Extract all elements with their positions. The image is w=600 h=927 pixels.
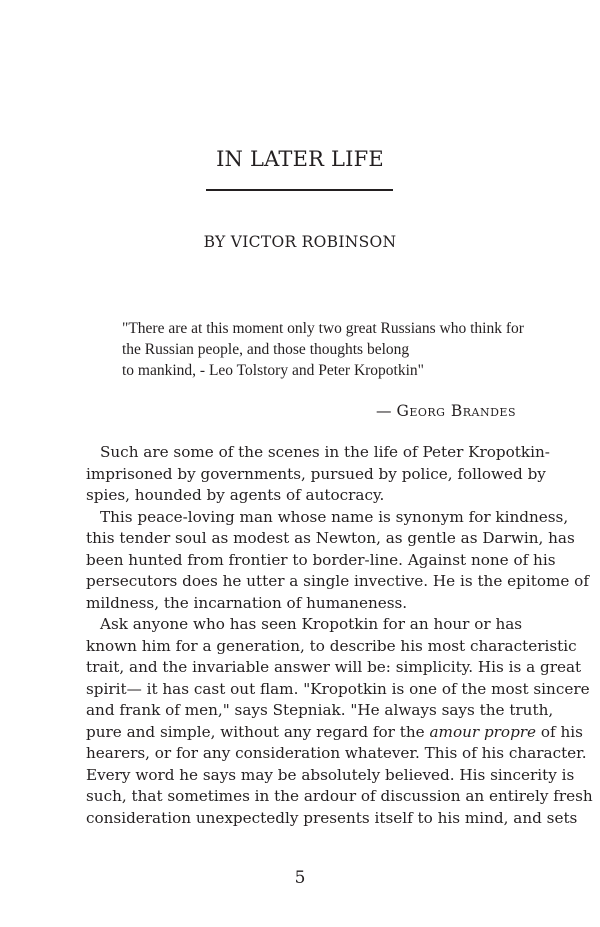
paragraph-line: hearers, or for any consideration whatever. This of his character. bbox=[86, 744, 587, 762]
epigraph-line: the Russian people, and those thoughts belong bbox=[122, 341, 410, 358]
epigraph-line: to mankind, - Leo Tolstory and Peter Kropotkin" bbox=[122, 362, 424, 379]
paragraph-line: been hunted from frontier to border-line. Against none of his bbox=[86, 550, 556, 569]
paragraph-line: spies, hounded by agents of autocracy. bbox=[86, 486, 385, 504]
attribution-name: Georg Brandes bbox=[396, 402, 516, 420]
paragraph-line: imprisoned by governments, pursued by police, followed by bbox=[86, 464, 546, 483]
paragraph-line: trait, and the invariable answer will be: simplicity. His is a great bbox=[86, 658, 582, 676]
paragraph-line: Every word he says may be absolutely believed. His sincerity is bbox=[86, 765, 575, 784]
paragraph-line: This peace-loving man whose name is synonym for kindness, bbox=[100, 507, 569, 526]
paragraph-line: and frank of men," says Stepniak. "He always says the truth, bbox=[86, 701, 554, 719]
paragraph-line: known him for a generation, to describe his most characteristic bbox=[86, 636, 577, 655]
paragraph-line: such, that sometimes in the ardour of discussion an entirely fresh bbox=[86, 787, 593, 805]
paragraph-line: consideration unexpectedly presents itself to his mind, and sets bbox=[86, 808, 578, 827]
paragraph-line: spirit— it has cast out flam. "Kropotkin is one of the most sincere bbox=[86, 679, 590, 698]
italic-phrase: amour propre bbox=[429, 722, 537, 741]
attribution-dash: — bbox=[376, 402, 392, 420]
paragraph-line: Such are some of the scenes in the life of Peter Kropotkin- bbox=[100, 443, 550, 461]
line-text: pure and simple, without any regard for the bbox=[86, 722, 425, 741]
paragraph-line: persecutors does he utter a single invective. He is the epitome of bbox=[86, 572, 589, 590]
title-rule bbox=[206, 189, 393, 191]
epigraph-line: "There are at this moment only two great Russians who think for bbox=[122, 320, 524, 337]
paragraph-line bbox=[86, 722, 583, 744]
paragraph-line: Ask anyone who has seen Kropotkin for an hour or has bbox=[100, 615, 523, 633]
paragraph-line: mildness, the incarnation of humaneness. bbox=[86, 593, 408, 612]
chapter-title: IN LATER LIFE bbox=[216, 147, 384, 171]
epigraph-attribution bbox=[376, 402, 516, 420]
epigraph-quote bbox=[122, 318, 542, 381]
body-text bbox=[86, 442, 593, 829]
paragraph-line: this tender soul as modest as Newton, as gentle as Darwin, has bbox=[86, 529, 575, 547]
chapter-author: BY VICTOR ROBINSON bbox=[203, 233, 397, 251]
line-text: of his bbox=[540, 722, 583, 741]
page-number: 5 bbox=[294, 868, 306, 888]
